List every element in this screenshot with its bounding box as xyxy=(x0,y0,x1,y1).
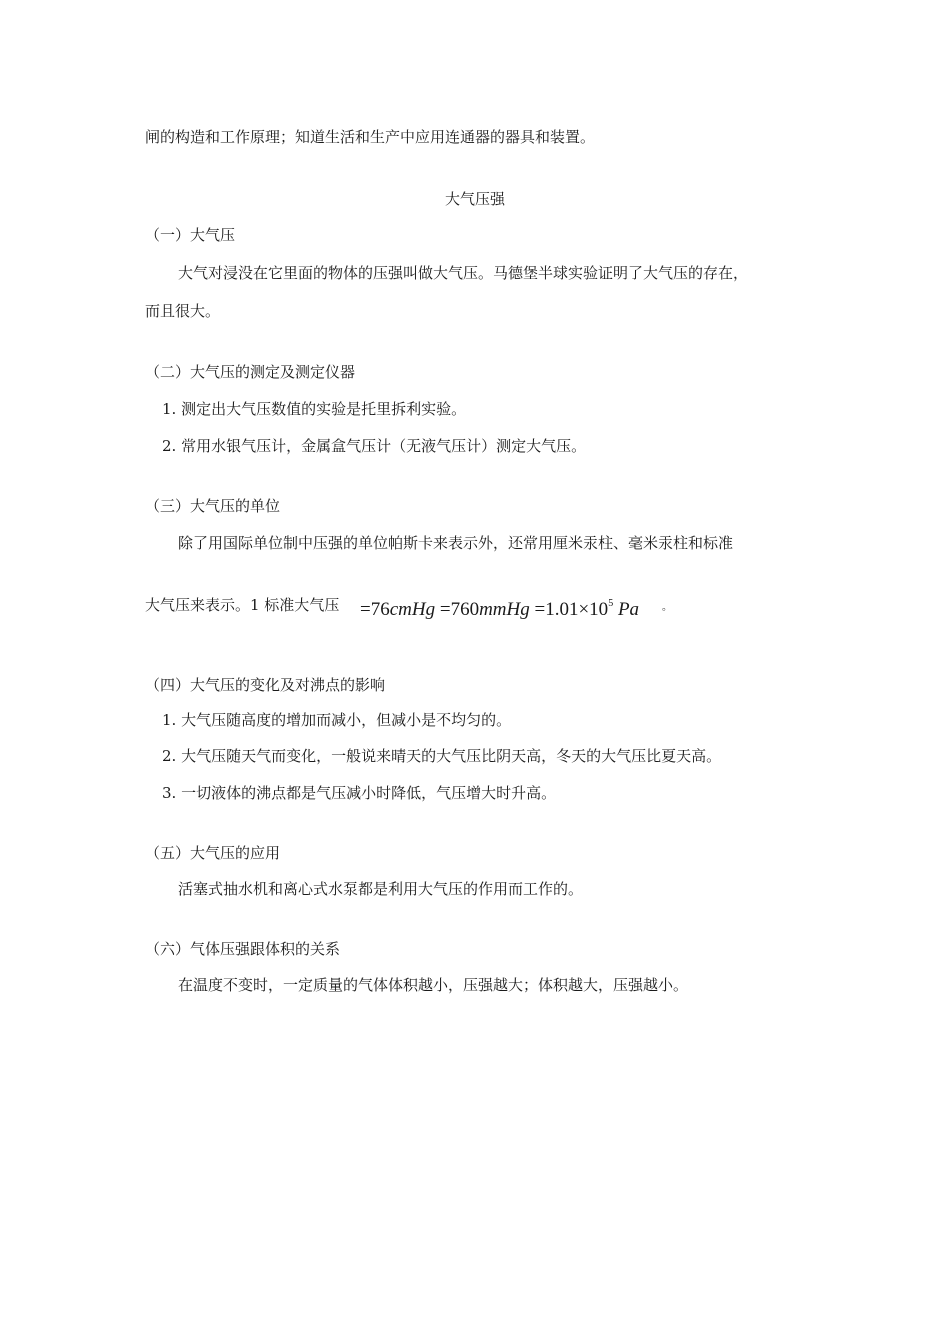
paragraph-line: 大气压来表示。1 标准大气压 xyxy=(145,596,340,614)
formula-unit-pa: Pa xyxy=(617,599,640,620)
formula-unit-cmhg: cmHg xyxy=(389,599,436,620)
paragraph-line: 活塞式抽水机和离心式水泵都是利用大气压的作用而工作的。 xyxy=(178,880,584,898)
section-heading-1: （一）大气压 xyxy=(145,226,236,244)
paragraph-line: 除了用国际单位制中压强的单位帕斯卡来表示外，还常用厘米汞柱、毫米汞柱和标准 xyxy=(178,534,734,552)
paragraph-line: 在温度不变时，一定质量的气体体积越小，压强越大；体积越大，压强越小。 xyxy=(178,976,689,994)
intro-line: 闸的构造和工作原理；知道生活和生产中应用连通器的器具和装置。 xyxy=(145,128,596,146)
formula-unit-mmhg: mmHg xyxy=(479,599,530,620)
paragraph-line: 大气对浸没在它里面的物体的压强叫做大气压。马德堡半球实验证明了大气压的存在， xyxy=(178,264,749,282)
page-title: 大气压强 xyxy=(444,190,505,208)
section-heading-5: （五）大气压的应用 xyxy=(145,844,281,862)
paragraph-line: 而且很大。 xyxy=(145,302,221,320)
section-heading-6: （六）气体压强跟体积的关系 xyxy=(145,940,341,958)
list-item: 2. 大气压随天气而变化，一般说来晴天的大气压比阴天高，冬天的大气压比夏天高。 xyxy=(162,747,722,765)
list-item: 1. 大气压随高度的增加而减小，但减小是不均匀的。 xyxy=(162,711,512,729)
list-item: 2. 常用水银气压计，金属盒气压计（无液气压计）测定大气压。 xyxy=(162,437,587,455)
section-heading-4: （四）大气压的变化及对沸点的影响 xyxy=(145,676,386,694)
formula-end-mark: 。 xyxy=(662,602,672,613)
formula-eq3: =1.01×10 xyxy=(534,599,609,620)
formula-eq2: =760 xyxy=(439,599,480,620)
pressure-formula xyxy=(360,598,639,621)
formula-eq1: =76 xyxy=(360,599,390,620)
section-heading-2: （二）大气压的测定及测定仪器 xyxy=(145,363,356,381)
section-heading-3: （三）大气压的单位 xyxy=(145,497,281,515)
list-item: 3. 一切液体的沸点都是气压减小时降低，气压增大时升高。 xyxy=(162,784,557,802)
list-item: 1. 测定出大气压数值的实验是托里拆利实验。 xyxy=(162,400,467,418)
formula-exponent: 5 xyxy=(608,598,614,609)
